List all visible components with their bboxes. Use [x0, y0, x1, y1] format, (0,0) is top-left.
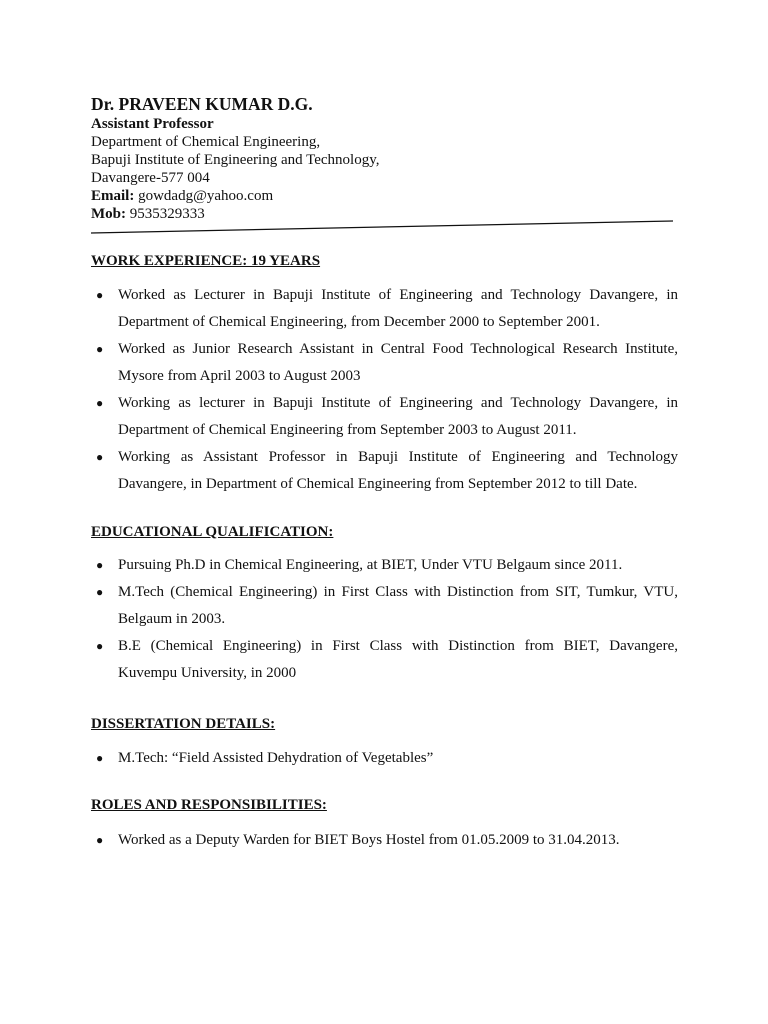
list-item	[91, 579, 678, 633]
department: Department of Chemical Engineering,	[91, 134, 321, 150]
bullet-icon: ●	[96, 288, 104, 302]
list-item-text: B.E (Chemical Engineering) in First Class with Distinction from BIET, Davangere, Kuvempu University, in 2000	[118, 638, 678, 681]
institute: Bapuji Institute of Engineering and Technology,	[91, 152, 380, 168]
list-item-text: Working as Assistant Professor in Bapuji Institute of Engineering and Technology Davangere, in Department of Chemical Engineering from September 2012 to till Date.	[118, 449, 678, 492]
bullet-icon: ●	[96, 558, 104, 572]
contact-header	[91, 93, 691, 223]
list-item-text: Working as lecturer in Bapuji Institute of Engineering and Technology Davangere, in Department of Chemical Engineering from September 2003 to August 2011.	[118, 395, 678, 438]
bullet-icon: ●	[96, 751, 104, 765]
list-item-text: M.Tech (Chemical Engineering) in First Class with Distinction from SIT, Tumkur, VTU, Belgaum in 2003.	[118, 584, 678, 627]
person-name: Dr. PRAVEEN KUMAR D.G.	[91, 94, 313, 114]
education-heading: EDUCATIONAL QUALIFICATION:	[91, 524, 334, 540]
work-experience-heading: WORK EXPERIENCE: 19 YEARS	[91, 253, 321, 269]
list-item	[91, 552, 678, 579]
work-experience-list	[91, 282, 678, 498]
list-item-text: M.Tech: “Field Assisted Dehydration of Vegetables”	[118, 750, 434, 766]
list-item-text: Pursuing Ph.D in Chemical Engineering, at BIET, Under VTU Belgaum since 2011.	[118, 557, 623, 573]
list-item-text: Worked as Lecturer in Bapuji Institute of Engineering and Technology Davangere, in Department of Chemical Engineering, from December 2000 to September 2001.	[118, 287, 678, 330]
bullet-icon: ●	[96, 585, 104, 599]
bullet-icon: ●	[96, 396, 104, 410]
bullet-icon: ●	[96, 833, 104, 847]
list-item	[91, 633, 678, 687]
mob-label: Mob:	[91, 206, 126, 222]
roles-section	[91, 796, 678, 854]
mobile-number: 9535329333	[129, 206, 205, 222]
list-item	[91, 336, 678, 390]
email-label: Email:	[91, 188, 135, 204]
bullet-icon: ●	[96, 639, 104, 653]
work-experience-section	[91, 252, 678, 498]
email-address[interactable]: gowdadg@yahoo.com	[138, 188, 274, 204]
dissertation-list	[91, 745, 678, 772]
header-divider	[91, 220, 673, 234]
roles-heading: ROLES AND RESPONSIBILITIES:	[91, 797, 327, 813]
education-list	[91, 552, 678, 687]
roles-list	[91, 827, 678, 854]
email-line	[91, 187, 691, 205]
dissertation-section	[91, 715, 678, 772]
bullet-icon: ●	[96, 450, 104, 464]
list-item	[91, 390, 678, 444]
city: Davangere-577 004	[91, 170, 210, 186]
list-item	[91, 444, 678, 498]
list-item-text: Worked as Junior Research Assistant in Central Food Technological Research Institute, Mysore from April 2003 to August 2003	[118, 341, 678, 384]
list-item	[91, 827, 678, 854]
designation: Assistant Professor	[91, 116, 214, 132]
list-item	[91, 745, 678, 772]
bullet-icon: ●	[96, 342, 104, 356]
education-section	[91, 523, 678, 687]
list-item	[91, 282, 678, 336]
list-item-text: Worked as a Deputy Warden for BIET Boys Hostel from 01.05.2009 to 31.04.2013.	[118, 832, 620, 848]
dissertation-heading: DISSERTATION DETAILS:	[91, 716, 276, 732]
